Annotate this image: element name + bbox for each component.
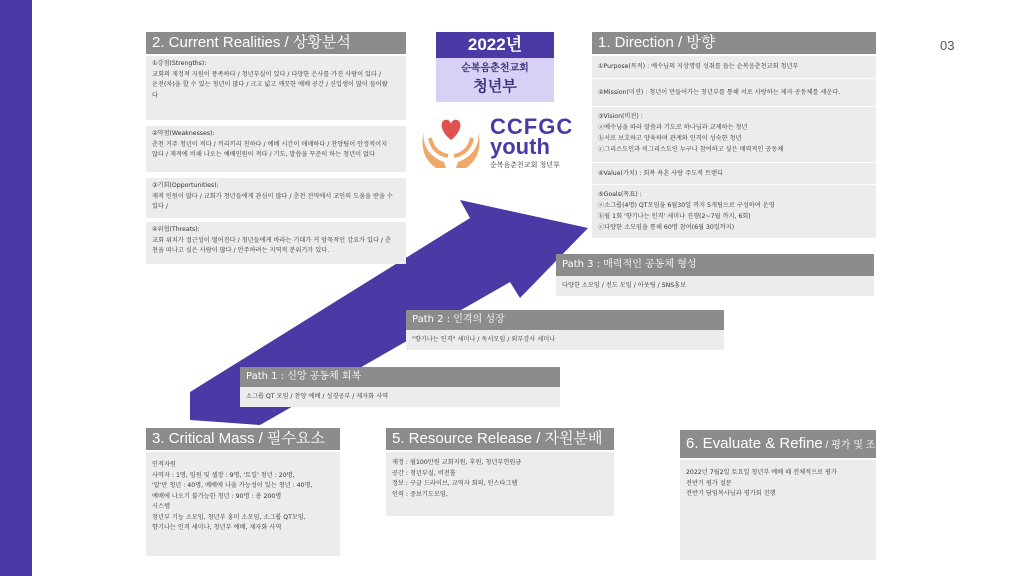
title-year: 2022년 xyxy=(436,32,554,58)
strengths-line: 다 xyxy=(152,91,158,99)
path-1-text: 소그룹 QT 모임 / 찬양 예배 / 성경공부 / 제자화 사역 xyxy=(246,393,389,400)
vision-item: ⓐ예수님을 따라 말씀과 기도로 하나님과 교제하는 청년 xyxy=(598,124,748,131)
church-name: 순복음춘천교회 xyxy=(461,63,529,74)
goals-item: ⓑ월 1회 '향기나는 인격' 세미나 진행(2~7월 까지, 6회) xyxy=(598,213,751,220)
path-3-header: Path 3 : 매력적인 공동체 형성 xyxy=(562,259,697,270)
critical-pass-label: 4. Critical / 핵심 과정 xyxy=(327,204,463,300)
goals-title: ⑤Goals(목표) : xyxy=(598,191,642,198)
strengths-box xyxy=(146,56,406,120)
path-1-header: Path 1 : 신앙 공동체 회복 xyxy=(246,371,362,382)
evaluate-line: 전반기 평가 설문 xyxy=(686,479,732,487)
resource-line: 정보 : 구글 드라이브, 교역자 회의, 인스타그램 xyxy=(392,480,518,487)
evaluate-header-main: 6. Evaluate & Refine xyxy=(686,435,823,452)
vision-title: ③Vision(비전) : xyxy=(598,113,643,120)
resource-line: 공간 : 청년부실, 비전홀 xyxy=(392,469,456,477)
threats-title: ④위협(Threats): xyxy=(152,226,200,233)
critical-mass-line: 시스템 xyxy=(152,503,170,510)
page-number: 03 xyxy=(940,38,955,53)
ccfgc-logo xyxy=(418,112,578,172)
path-3-text: 다양한 소모임 / 전도 모임 / 아웃팅 / SNS홍보 xyxy=(562,282,687,289)
critical-mass-line: 사역자 : 1명, 임원 및 셀장 : 9명, '토일' 청년 : 20명, xyxy=(152,471,295,479)
evaluate-header xyxy=(680,430,885,458)
strengths-line: 교회의 재정적 지원이 풍족하다 / 청년부실이 있다 / 다양한 은사를 가진 사람이 있다 / xyxy=(152,70,382,78)
weaknesses-title: ②약점(Weaknesses): xyxy=(152,130,215,137)
critical-mass-line: 예배에 나오기 불가능한 청년 : 90명 : 총 200명 xyxy=(152,492,282,500)
opportunities-title: ③기회(Opportunities): xyxy=(152,182,219,189)
evaluate-header-suffix: / 평가 및 조정 xyxy=(822,440,885,451)
critical-mass-box xyxy=(146,452,340,556)
resource-release-box xyxy=(386,452,614,516)
mission-line: ②Mission(미션) : 청년이 만들어가는 청년부를 통해 서로 사랑하는 제자 공동체를 세운다. xyxy=(592,78,876,106)
threats-box xyxy=(146,222,406,264)
critical-mass-line: '알'만 청년 : 40명, 예배에 나올 가능성이 있는 청년 : 40명, xyxy=(152,482,313,489)
title-subtitle xyxy=(436,58,554,102)
path-2-header: Path 2 : 인격의 성장 xyxy=(412,314,505,325)
evaluate-line: 2022년 7월2일 토요일 청년부 예배 때 전체적으로 평가 xyxy=(686,469,837,476)
goals-item: ⓒ다양한 소모임을 통해 60명 참여(6월 30일까지) xyxy=(598,224,735,231)
dept-name: 청년부 xyxy=(473,77,517,95)
opportunities-box xyxy=(146,178,406,218)
critical-mass-line: 인적자원 xyxy=(152,461,176,468)
logo-line-2: youth xyxy=(490,134,550,159)
current-realities-header: 2. Current Realities / 상황분석 xyxy=(146,32,406,54)
vision-item: ⓒ그리스도인과 비그리스도인 누구나 참여하고 싶은 매력적인 공동체 xyxy=(598,146,784,153)
critical-mass-line: 청년부 기능 소모임, 청년부 홍미 소모임, 소그룹 QT모임, xyxy=(152,513,306,521)
resource-line: 인력 : 중보기도모임, xyxy=(392,490,448,498)
threats-line: 천을 떠나고 싶은 사람이 많다 / 안주하려는 지역적 분위기가 있다. xyxy=(152,247,330,254)
weaknesses-box xyxy=(146,126,406,172)
goals-block xyxy=(592,184,876,238)
logo-line-1: CCFGC xyxy=(490,114,574,139)
weaknesses-line: 춘천 거주 청년이 적다 / 끼리끼리 친하다 / 예배 시간이 애매하다 / 찬양팀이 안정적이지 xyxy=(152,140,388,148)
critical-mass-header: 3. Critical Mass / 필수요소 xyxy=(146,428,340,450)
strengths-title: ①강점(Strengths): xyxy=(152,60,207,67)
resource-line: 재정 : 월100만원 교회지원, 후원, 청년부헌원금 xyxy=(392,459,522,466)
strengths-line: 운전(차)을 할 수 있는 청년이 많다 / 크고 넓고 깨끗한 예배 공간 / 신입생이 많이 들어왔 xyxy=(152,81,388,88)
critical-mass-line: 향기나는 인격 세미나, 청년부 예배, 제자화 사역 xyxy=(152,524,282,531)
direction-header: 1. Direction / 방향 xyxy=(592,32,876,54)
opportunities-line: 재적 인원이 많다 / 교회가 청년들에게 관심이 많다 / 춘천 전역에서 교인의 도움을 받을 수 xyxy=(152,192,393,200)
path-2-text: "향기나는 인격" 세미나 / 독서모임 / 외부강사 세미나 xyxy=(412,336,556,343)
goals-item: ⓐ소그룹(4명) QT모임을 6월30일 까지 5개팀으로 구성하여 운영 xyxy=(598,202,775,209)
heart-hands-icon xyxy=(418,112,484,170)
evaluate-line: 전반기 담임목사님과 평가회 진행 xyxy=(686,490,776,497)
direction-box xyxy=(592,56,876,238)
weaknesses-line: 않다 / 재적에 비해 나오는 예배인원이 적다 / 기도, 말씀을 꾸준히 하는 청년이 없다 xyxy=(152,151,375,158)
vision-block xyxy=(592,106,876,162)
value-line: ④Value(가치) : 회복 욕흔 사랑 주도적 트랜디 xyxy=(592,162,876,184)
evaluate-box xyxy=(680,460,876,560)
threats-line: 교회 위치가 접근성이 떨어진다 / 청년들에게 바라는 기대가 커 암묵적인 강요가 있다 / 춘 xyxy=(152,236,391,244)
opportunities-line: 있다 / xyxy=(152,203,169,210)
vision-item: ⓑ서로 보호하고 양육하며 관계와 인격이 성숙한 청년 xyxy=(598,135,742,142)
resource-release-header: 5. Resource Release / 자원분배 xyxy=(386,428,614,450)
logo-caption: 순복음춘천교회 청년부 xyxy=(490,161,560,169)
purpose-line: ①Purpose(목적) : 예수님의 지상명령 성취를 돕는 순복음춘천교회 청년부 xyxy=(592,56,876,78)
title-block xyxy=(436,32,554,102)
